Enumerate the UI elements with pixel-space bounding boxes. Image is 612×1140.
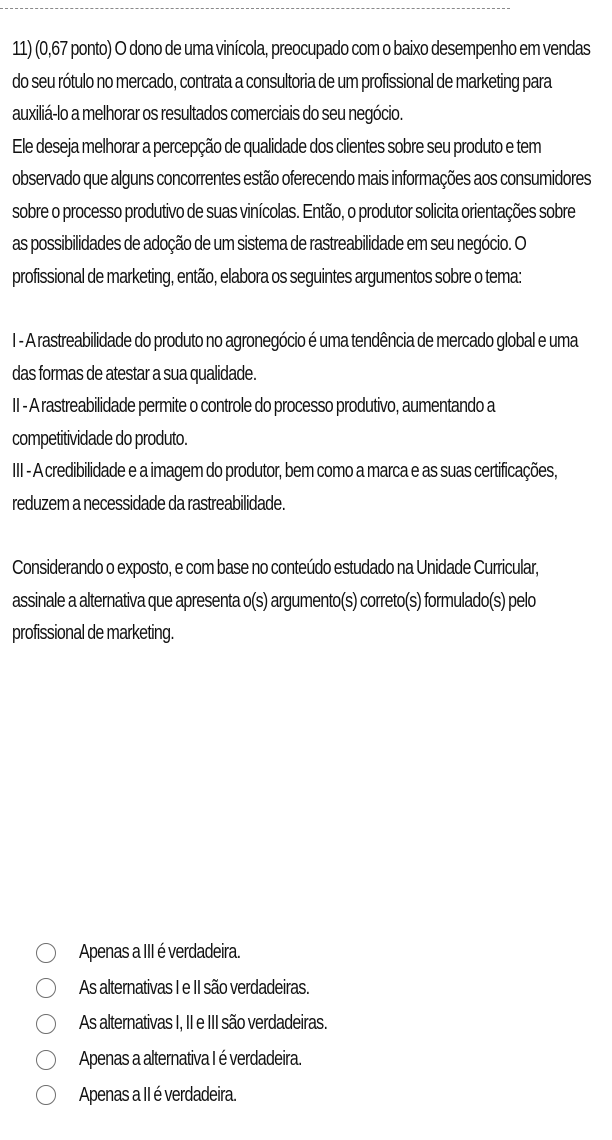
radio-button[interactable] [36, 943, 56, 963]
statement-1: I - A rastreabilidade do produto no agronegócio é uma tendência de mercado global e uma das formas de atestar a sua qualidade. [12, 330, 578, 385]
statement-2: II - A rastreabilidade permite o controle do processo produtivo, aumentando a competitividade do produto. [12, 395, 495, 450]
answer-option-label[interactable]: As alternativas I e II são verdadeiras. [79, 976, 310, 999]
question-context: Ele deseja melhorar a percepção de qualidade dos clientes sobre seu produto e tem observado que alguns concorrentes estão oferecendo mais informações aos consumidores sobre o processo produtivo de suas vinícolas. Então, o produtor solicita orientações sobre as possibilidades de adoção de um sistema de rastreabilidade em seu negócio. O profissional de marketing, então, elabora os seguintes argumentos sobre o tema: [12, 135, 591, 288]
question-stem: 11) (0,67 ponto) O dono de uma vinícola, preocupado com o baixo desempenho em vendas do seu rótulo no mercado, contrata a consultoria de um profissional de marketing para auxiliá-lo a melhorar os resultados comerciais do seu negócio. [12, 38, 591, 125]
answer-option-a[interactable] [36, 935, 596, 971]
radio-button[interactable] [36, 1085, 56, 1105]
spacer [12, 293, 592, 325]
answer-option-b[interactable] [36, 971, 596, 1007]
answer-option-c[interactable] [36, 1006, 596, 1042]
answer-option-e[interactable] [36, 1077, 596, 1113]
question-prompt: Considerando o exposto, e com base no conteúdo estudado na Unidade Curricular, assinale a alternativa que apresenta o(s) argumento(s) correto(s) formulado(s) pelo profissional de marketing. [12, 557, 539, 644]
dashed-divider [0, 8, 510, 9]
answer-option-label[interactable]: Apenas a alternativa I é verdadeira. [79, 1048, 302, 1071]
radio-button[interactable] [36, 1014, 56, 1034]
question-block [12, 33, 592, 650]
answer-option-label[interactable]: Apenas a II é verdadeira. [79, 1083, 237, 1106]
radio-button[interactable] [36, 1050, 56, 1070]
statement-3: III - A credibilidade e a imagem do produtor, bem como a marca e as suas certificações, reduzem a necessidade da rastreabilidade. [12, 460, 558, 515]
answer-options [36, 935, 596, 1113]
spacer [12, 520, 592, 552]
answer-option-label[interactable]: As alternativas I, II e III são verdadeiras. [79, 1012, 328, 1035]
answer-option-label[interactable]: Apenas a III é verdadeira. [79, 941, 241, 964]
radio-button[interactable] [36, 978, 56, 998]
answer-option-d[interactable] [36, 1042, 596, 1078]
